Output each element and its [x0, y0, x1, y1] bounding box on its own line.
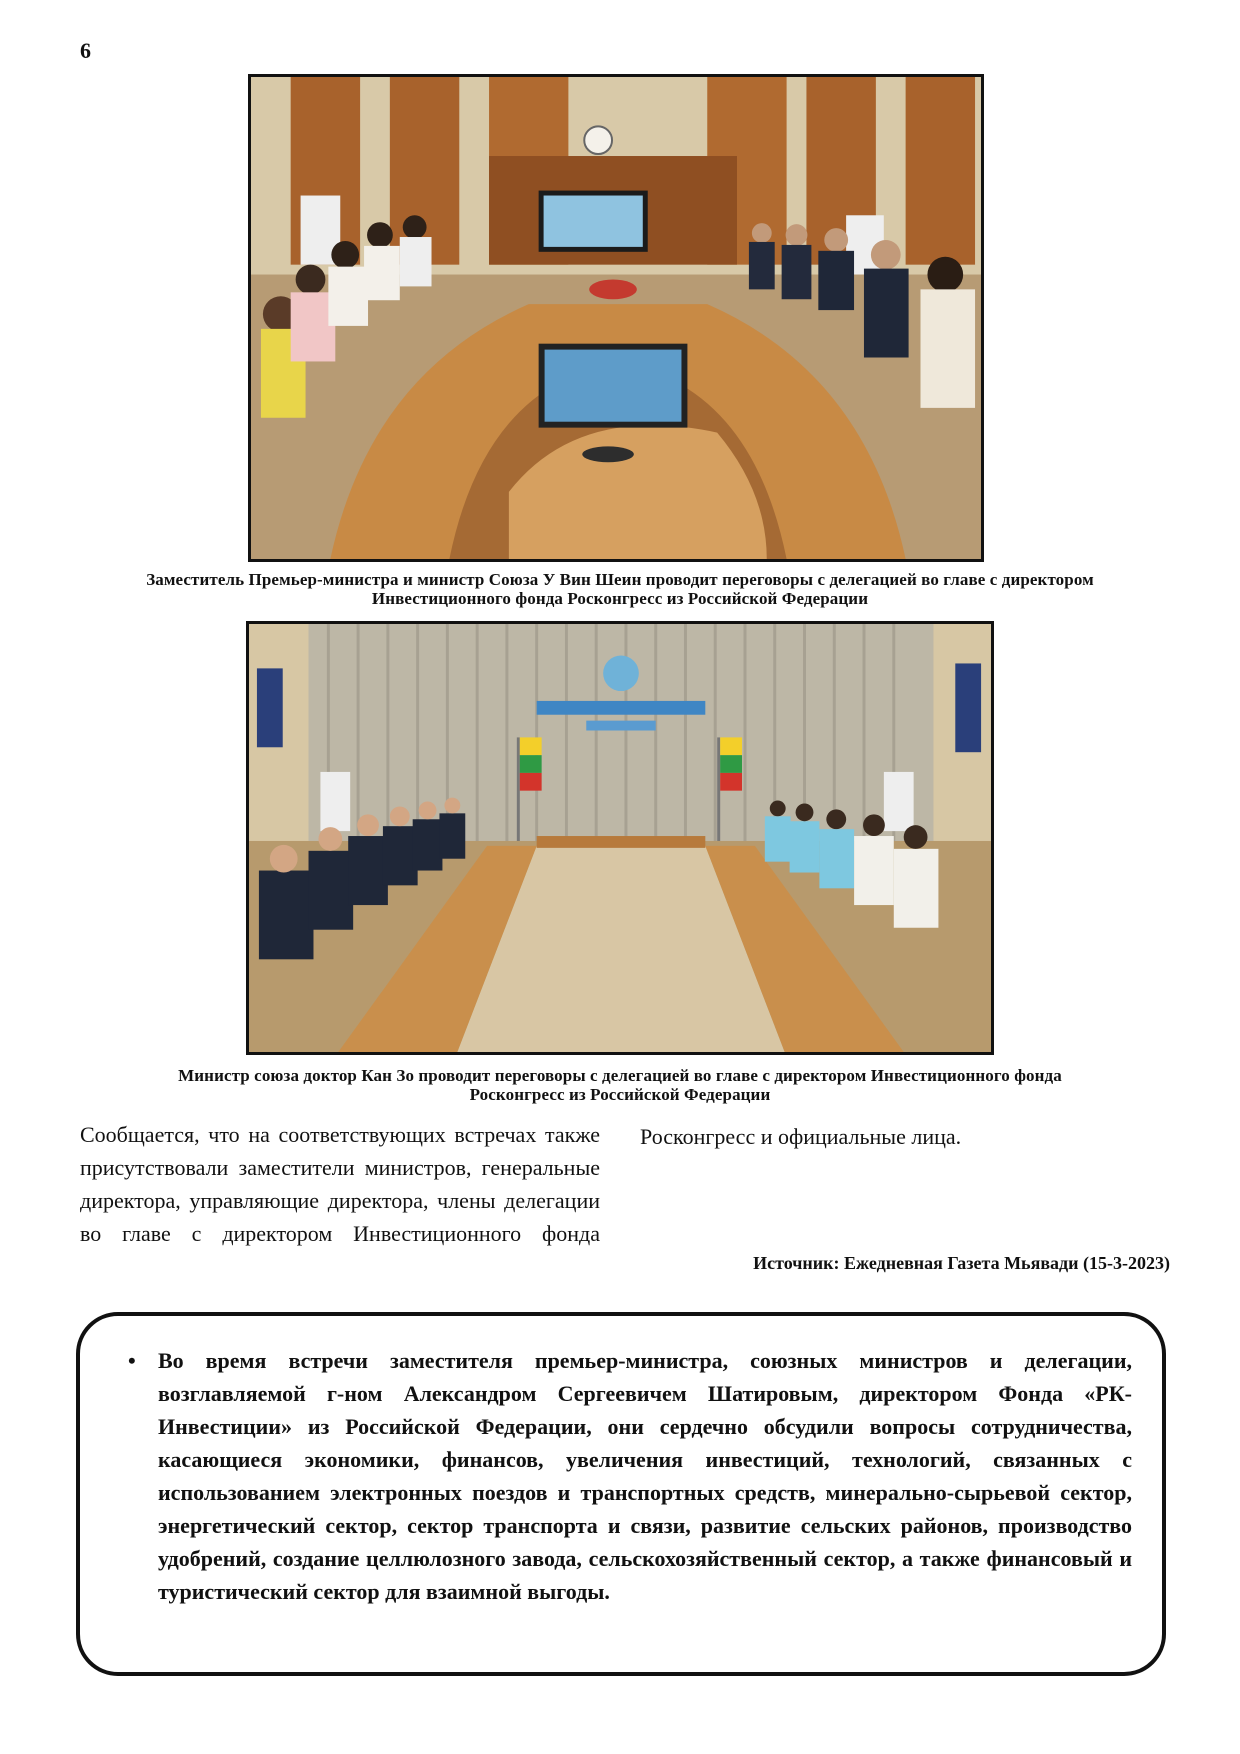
meeting-photo-1-image — [251, 77, 981, 559]
page-number: 6 — [80, 38, 91, 63]
source-line: Источник: Ежедневная Газета Мьявади (15-3-2023) — [753, 1253, 1170, 1273]
meeting-photo-1 — [248, 74, 984, 562]
meeting-photo-2 — [246, 621, 994, 1055]
article-right-column: Росконгресс и официальные лица. — [640, 1124, 962, 1149]
photo-2-caption: Министр союза доктор Кан Зо проводит переговоры с делегацией во главе с директором Инвестиционного фонда Росконгресс из Российской Федерации — [178, 1066, 1062, 1104]
highlight-text: Во время встречи заместителя премьер-министра, союзных министров и делегации, возглавляемой г-ном Александром Сергеевичем Шатировым, директором Фонда «РК-Инвестиции» из Российской Федерации, они сердечно обсудили вопросы сотрудничества, касающиеся экономики, финансов, увеличения инвестиций, технологий, связанных с использованием электронных поездов и транспортных средств, минерально-сырьевой сектор, энергетический сектор, сектор транспорта и связи, развитие сельских районов, производство удобрений, создание целлюлозного завода, сельскохозяйственный сектор, а также финансовый и туристический сектор для взаимной выгоды. — [158, 1348, 1132, 1604]
highlight-item — [128, 1344, 1132, 1608]
highlight-list — [80, 1316, 1162, 1608]
meeting-photo-2-image — [249, 624, 991, 1052]
article-left-column: Сообщается, что на соответствующих встречах также присутствовали заместители министров, генеральные директора, управляющие директора, члены делегации во главе с директором Инвестиционного фонда — [80, 1122, 600, 1246]
bullet-icon: • — [128, 1348, 136, 1373]
highlight-box — [76, 1312, 1166, 1676]
photo-1-caption: Заместитель Премьер-министра и министр Союза У Вин Шеин проводит переговоры с делегацией во главе с директором Инвестиционного фонда Росконгресс из Российской Федерации — [146, 570, 1094, 608]
